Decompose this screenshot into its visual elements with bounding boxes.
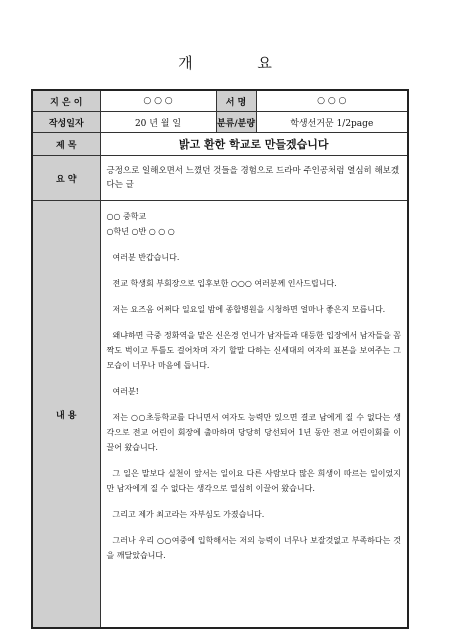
content-paragraph: 그리고 제가 최고라는 자부심도 가졌습니다.	[112, 510, 265, 519]
name-label: 서 명	[216, 90, 256, 112]
author-value: ○ ○ ○	[100, 90, 216, 112]
content-paragraph: 여러분 반갑습니다.	[112, 253, 180, 262]
content-body	[100, 201, 408, 629]
date-label: 작성일자	[32, 112, 100, 133]
content-paragraph: 전교 학생회 부회장으로 입후보한 ○○○ 여러분께 인사드립니다.	[112, 279, 337, 288]
content-row	[32, 201, 408, 629]
content-paragraph: 그 일은 말보다 실천이 앞서는 일이요 다른 사람보다 많은 희생이 따르는 일이었지만 남자에게 질 수 없다는 생각으로 열심히 이끌어 왔습니다.	[106, 469, 401, 493]
content-school: ○○ 중학교	[106, 212, 147, 221]
content-class: ○학년 ○반 ○ ○ ○	[106, 227, 175, 236]
content-paragraph: 그러나 우리 ○○여중에 입학해서는 저의 능력이 너무나 보잘것없고 부족하다는 것을 깨달았습니다.	[106, 536, 401, 560]
category-label: 분류/분량	[216, 112, 256, 133]
author-label: 지 은 이	[32, 90, 100, 112]
category-value: 학생선거문 1/2page	[256, 112, 408, 133]
summary-row	[32, 156, 408, 201]
name-value: ○ ○ ○	[256, 90, 408, 112]
content-paragraph: 왜냐하면 극중 정화역을 맡은 신은경 언니가 남자들과 대등한 입장에서 남자들을 꼼짝도 벅이고 투틀도 걸어차며 자기 할말 다하는 신세대의 여자의 표본을 보여주는 그 모습이 너무나 마음에 듭니다.	[106, 331, 401, 370]
content-paragraph: 저는 요즈음 어쩌다 일요일 밤에 종합병원을 시청하면 얼마나 좋은지 모릅니다.	[112, 305, 386, 314]
date-row	[32, 112, 408, 133]
page-title: 개 요	[178, 54, 302, 72]
title-row	[32, 133, 408, 156]
document-title: 밝고 환한 학교로 만들겠습니다	[100, 133, 408, 156]
content-paragraph: 여러분!	[112, 387, 139, 396]
title-label: 제 목	[32, 133, 100, 156]
summary-text: 긍정으로 일해오면서 느꼈던 것들을 경험으로 드라마 주인공처럼 열심히 해보겠다는 글	[100, 156, 408, 201]
summary-label: 요 약	[32, 156, 100, 201]
date-value: 20 년 월 일	[100, 112, 216, 133]
content-label: 내 용	[32, 201, 100, 629]
content-paragraph: 저는 ○○초등학교를 다니면서 여자도 능력만 있으면 결코 남에게 질 수 없다는 생각으로 전교 어린이 회장에 출마하며 당당히 당선되어 1년 동안 전교 어린이회를 이끌어 왔습니다.	[106, 413, 401, 452]
overview-form	[31, 89, 409, 629]
author-row	[32, 90, 408, 112]
